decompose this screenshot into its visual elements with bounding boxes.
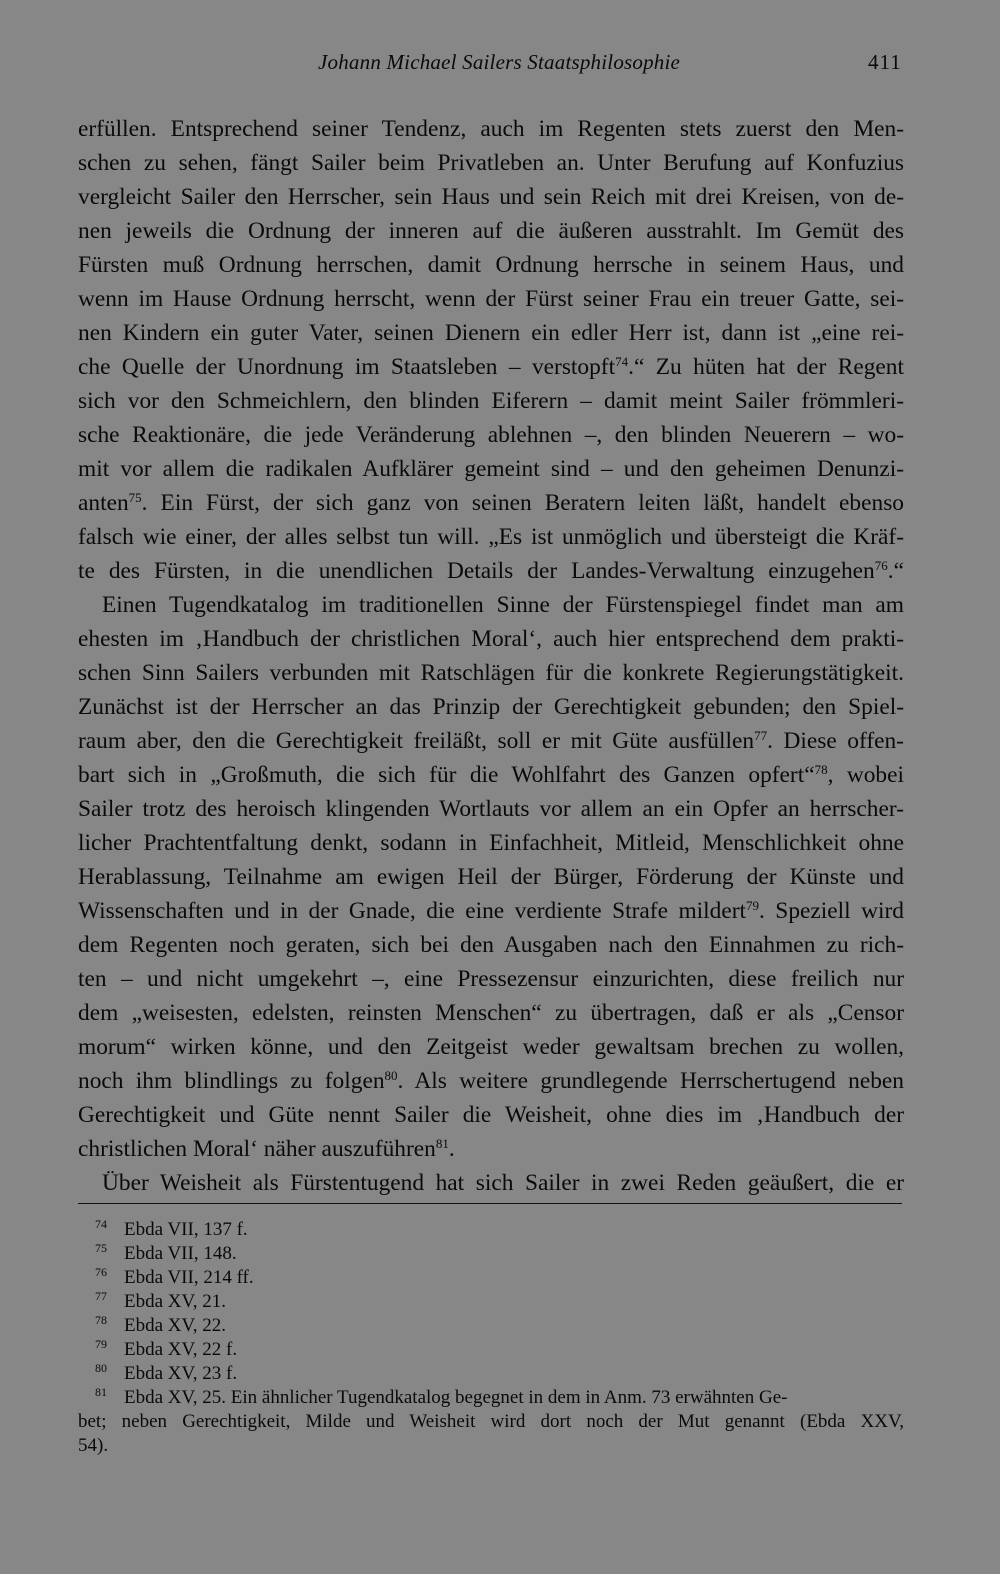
text-line: ehesten im ‚Handbuch der christlichen Moral‘, auch hier entsprechend dem prakti- <box>78 626 904 652</box>
footnote-ref-77: 77 <box>754 728 768 743</box>
text-line: nen jeweils die Ordnung der inneren auf die äußeren ausstrahlt. Im Gemüt des <box>78 218 904 244</box>
text-line <box>78 894 904 928</box>
footnote: 81 Ebda XV, 25. Ein ähnlicher Tugendkatalog begegnet in dem in Anm. 73 erwähnten Ge- <box>95 1385 788 1408</box>
footnote-text: Ebda XV, 23 f. <box>124 1363 238 1384</box>
text-span: te des Fürsten, in die unendlichen Details der Landes-Verwaltung einzugehen <box>78 558 875 584</box>
text-line: wenn im Hause Ordnung herrscht, wenn der Fürst seiner Frau ein treuer Gatte, sei- <box>78 286 904 312</box>
running-title: Johann Michael Sailers Staatsphilosophie <box>318 50 681 74</box>
text-line: schen zu sehen, fängt Sailer beim Privatleben an. Unter Berufung auf Konfuzius <box>78 150 904 176</box>
text-line: Sailer trotz des heroisch klingenden Wortlauts vor allem an ein Opfer an herrscher- <box>78 796 904 822</box>
text-line: schen Sinn Sailers verbunden mit Ratschlägen für die konkrete Regierungstätigkeit. <box>78 660 904 686</box>
footnote: 79 Ebda XV, 22 f. <box>95 1337 238 1360</box>
text-line <box>78 554 904 588</box>
text-line: ten – und nicht umgekehrt –, eine Pressezensur einzurichten, diese freilich nur <box>78 966 904 992</box>
footnote-continuation: 54). <box>78 1435 109 1456</box>
text-line: Herablassung, Teilnahme am ewigen Heil der Bürger, Förderung der Künste und <box>78 864 904 890</box>
text-span: . Diese offen- <box>767 728 904 754</box>
text-line <box>78 1132 904 1166</box>
text-line <box>78 758 904 792</box>
footnote-text: Ebda XV, 21. <box>124 1291 227 1312</box>
footnote: 74 Ebda VII, 137 f. <box>95 1217 248 1240</box>
text-line <box>78 724 904 758</box>
text-line <box>78 1064 904 1098</box>
footnote-text: Ebda XV, 22 f. <box>124 1339 238 1360</box>
text-line: vergleicht Sailer den Herrscher, sein Haus und sein Reich mit drei Kreisen, von de- <box>78 184 904 210</box>
footnote-text: Ebda XV, 22. <box>124 1315 227 1336</box>
footnote-ref-78: 78 <box>814 762 828 777</box>
footnote-ref-75: 75 <box>128 490 142 505</box>
main-text <box>78 112 904 1200</box>
page-number: 411 <box>868 50 902 74</box>
text-span: christlichen Moral‘ näher auszuführen <box>78 1136 436 1162</box>
text-line: licher Prachtentfaltung denkt, sodann in Einfachheit, Mitleid, Menschlichkeit ohne <box>78 830 904 856</box>
footnote-ref-80: 80 <box>384 1068 398 1083</box>
text-line: dem Regenten noch geraten, sich bei den Ausgaben nach den Einnahmen zu rich- <box>78 932 904 958</box>
text-span: bart sich in „Großmuth, die sich für die Wohlfahrt des Ganzen opfert“ <box>78 762 815 788</box>
text-line: morum“ wirken könne, und den Zeitgeist weder gewaltsam brechen zu wollen, <box>78 1034 904 1060</box>
footnote: 77 Ebda XV, 21. <box>95 1289 227 1312</box>
text-span: Wissenschaften und in der Gnade, die eine verdiente Strafe mildert <box>78 898 746 924</box>
text-line: falsch wie einer, der alles selbst tun will. „Es ist unmöglich und übersteigt die Kräf- <box>78 524 904 550</box>
text-span: anten <box>78 490 129 516</box>
text-line: Gerechtigkeit und Güte nennt Sailer die Weisheit, ohne dies im ‚Handbuch der <box>78 1102 904 1128</box>
text-line <box>78 350 904 384</box>
text-line: dem „weisesten, edelsten, reinsten Menschen“ zu übertragen, daß er als „Censor <box>78 1000 904 1026</box>
footnotes <box>78 1218 904 1458</box>
footnote-text: Ebda XV, 25. Ein ähnlicher Tugendkatalog begegnet in dem in Anm. 73 erwähnten Ge- <box>124 1387 788 1408</box>
text-span: , wobei <box>827 762 905 788</box>
footnote-ref-79: 79 <box>746 898 759 913</box>
footnote: 80 Ebda XV, 23 f. <box>95 1361 238 1384</box>
text-span: che Quelle der Unordnung im Staatsleben – verstopft <box>78 354 616 380</box>
text-span: . Speziell wird <box>759 898 904 924</box>
footnote-continuation: bet; neben Gerechtigkeit, Milde und Weisheit wird dort noch der Mut genannt (Ebda XXV, <box>78 1411 904 1432</box>
text-line: erfüllen. Entsprechend seiner Tendenz, auch im Regenten stets zuerst den Men- <box>78 116 904 142</box>
footnote: 78 Ebda XV, 22. <box>95 1313 227 1336</box>
footnote-ref-76: 76 <box>874 558 888 573</box>
text-line: mit vor allem die radikalen Aufklärer gemeint sind – und den geheimen Denunzi- <box>78 456 904 482</box>
running-head <box>0 50 1000 82</box>
text-line: nen Kindern ein guter Vater, seinen Dienern ein edler Herr ist, dann ist „eine rei- <box>78 320 904 346</box>
footnote: 75 Ebda VII, 148. <box>95 1241 237 1264</box>
footnote-ref-81: 81 <box>435 1136 449 1151</box>
text-line: sche Reaktionäre, die jede Veränderung ablehnen –, den blinden Neuerern – wo- <box>78 422 904 448</box>
text-span: noch ihm blindlings zu folgen <box>78 1068 385 1094</box>
text-span: . Als weitere grundlegende Herrschertugend neben <box>397 1068 904 1094</box>
text-span: .“ <box>887 558 904 584</box>
footnote-text: Ebda VII, 137 f. <box>124 1219 248 1240</box>
text-span: .“ Zu hüten hat der Regent <box>628 354 904 380</box>
footnote-text: Ebda VII, 148. <box>124 1243 237 1264</box>
text-span: raum aber, den die Gerechtigkeit freiläßt, soll er mit Güte ausfüllen <box>78 728 755 754</box>
text-line: sich vor den Schmeichlern, den blinden Eiferern – damit meint Sailer frömmleri- <box>78 388 904 414</box>
footnote-rule <box>78 1203 902 1204</box>
text-line: Einen Tugendkatalog im traditionellen Sinne der Fürstenspiegel findet man am <box>102 592 904 618</box>
text-line: Fürsten muß Ordnung herrschen, damit Ordnung herrsche in seinem Haus, und <box>78 252 904 278</box>
footnote-text: Ebda VII, 214 ff. <box>124 1267 254 1288</box>
footnote: 76 Ebda VII, 214 ff. <box>95 1265 254 1288</box>
text-line: Zunächst ist der Herrscher an das Prinzip der Gerechtigkeit gebunden; den Spiel- <box>78 694 904 720</box>
text-line <box>78 486 904 520</box>
footnote-ref-74: 74 <box>615 354 629 369</box>
text-line: Über Weisheit als Fürstentugend hat sich Sailer in zwei Reden geäußert, die er <box>102 1170 904 1196</box>
text-span: . Ein Fürst, der sich ganz von seinen Beratern leiten läßt, handelt ebenso <box>141 490 904 516</box>
text-span: . <box>448 1136 455 1162</box>
